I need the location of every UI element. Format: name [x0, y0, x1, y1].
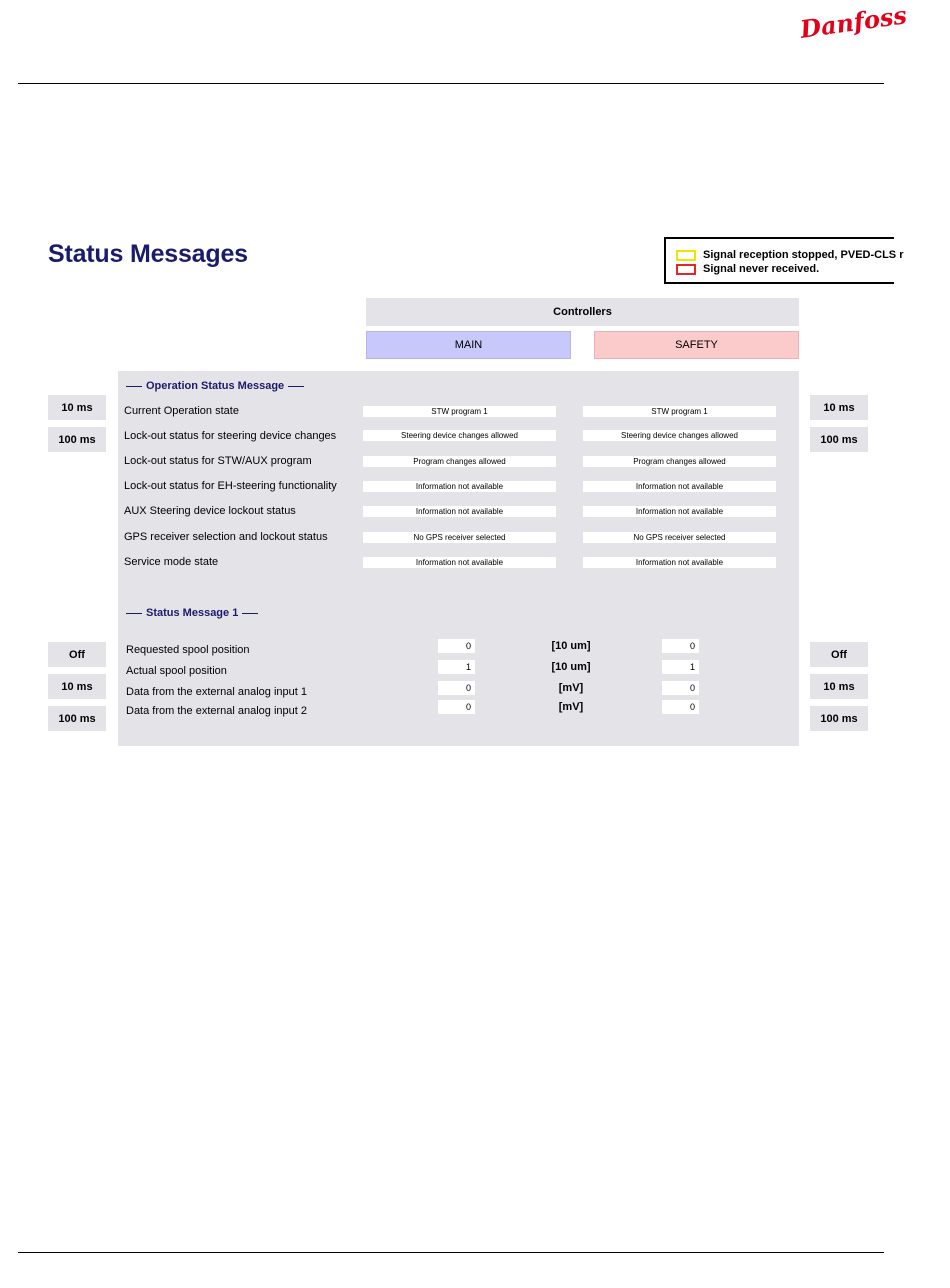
legend-label-never: Signal never received.	[703, 263, 820, 275]
op-main-value: Information not available	[363, 481, 556, 492]
sm1-main-value: 0	[438, 681, 475, 695]
op-row-label: GPS receiver selection and lockout status	[124, 531, 328, 543]
sm1-left-rate-10ms-button[interactable]: 10 ms	[48, 674, 106, 699]
op-safety-value: No GPS receiver selected	[583, 532, 776, 543]
danfoss-logo	[798, 0, 909, 44]
legend-item-never	[676, 262, 819, 276]
sm1-unit: [mV]	[558, 682, 584, 694]
op-row-label: AUX Steering device lockout status	[124, 505, 296, 517]
sm1-safety-value: 0	[662, 639, 699, 653]
sm1-left-rate-100ms-button[interactable]: 100 ms	[48, 706, 106, 731]
op-left-rate-100ms-button[interactable]: 100 ms	[48, 427, 106, 452]
op-main-value: Information not available	[363, 557, 556, 568]
sm1-right-rate-10ms-button[interactable]: 10 ms	[810, 674, 868, 699]
sm1-unit: [10 um]	[551, 640, 591, 652]
controllers-header: Controllers	[366, 298, 799, 326]
legend-label-stopped: Signal reception stopped, PVED-CLS r	[703, 249, 904, 261]
sm1-row-label: Data from the external analog input 2	[126, 705, 308, 717]
op-row-label: Current Operation state	[124, 405, 239, 417]
op-right-rate-100ms-button[interactable]: 100 ms	[810, 427, 868, 452]
safety-controller-header: SAFETY	[594, 331, 799, 359]
sm1-unit: [mV]	[558, 701, 584, 713]
yellow-swatch-icon	[676, 250, 696, 261]
red-swatch-icon	[676, 264, 696, 275]
sm1-right-rate-off-button[interactable]: Off	[810, 642, 868, 667]
sm1-right-rate-100ms-button[interactable]: 100 ms	[810, 706, 868, 731]
op-main-value: Program changes allowed	[363, 456, 556, 467]
op-main-value: Steering device changes allowed	[363, 430, 556, 441]
sm1-unit: [10 um]	[551, 661, 591, 673]
op-right-rate-10ms-button[interactable]: 10 ms	[810, 395, 868, 420]
main-controller-header: MAIN	[366, 331, 571, 359]
op-main-value: No GPS receiver selected	[363, 532, 556, 543]
op-row-label: Lock-out status for steering device changes	[124, 430, 337, 442]
sm1-main-value: 0	[438, 700, 475, 714]
op-row-label: Service mode state	[124, 556, 219, 568]
op-row-label: Lock-out status for STW/AUX program	[124, 455, 312, 467]
op-safety-value: Information not available	[583, 506, 776, 517]
sm1-safety-value: 0	[662, 681, 699, 695]
sm1-row-label: Actual spool position	[126, 665, 227, 677]
status-message-1-title-text: Status Message 1	[146, 607, 239, 619]
sm1-main-value: 0	[438, 639, 475, 653]
op-main-value: STW program 1	[363, 406, 556, 417]
op-safety-value: Program changes allowed	[583, 456, 776, 467]
danfoss-logo-wordmark: Danfoss	[798, 0, 909, 44]
op-left-rate-10ms-button[interactable]: 10 ms	[48, 395, 106, 420]
legend-item-stopped	[676, 248, 903, 262]
footer-divider	[18, 1252, 884, 1253]
sm1-row-label: Data from the external analog input 1	[126, 686, 308, 698]
sm1-safety-value: 0	[662, 700, 699, 714]
sm1-left-rate-off-button[interactable]: Off	[48, 642, 106, 667]
op-safety-value: STW program 1	[583, 406, 776, 417]
page-title: Status Messages	[48, 240, 248, 268]
op-row-label: Lock-out status for EH-steering functionality	[124, 480, 337, 492]
signal-legend	[664, 237, 904, 284]
status-message-1-section-title	[126, 606, 262, 620]
operation-status-title-text: Operation Status Message	[146, 380, 285, 392]
op-safety-value: Steering device changes allowed	[583, 430, 776, 441]
sm1-safety-value: 1	[662, 660, 699, 674]
op-safety-value: Information not available	[583, 557, 776, 568]
header-divider	[18, 83, 884, 84]
op-main-value: Information not available	[363, 506, 556, 517]
operation-status-section-title	[126, 379, 308, 393]
sm1-row-label: Requested spool position	[126, 644, 250, 656]
op-safety-value: Information not available	[583, 481, 776, 492]
sm1-main-value: 1	[438, 660, 475, 674]
